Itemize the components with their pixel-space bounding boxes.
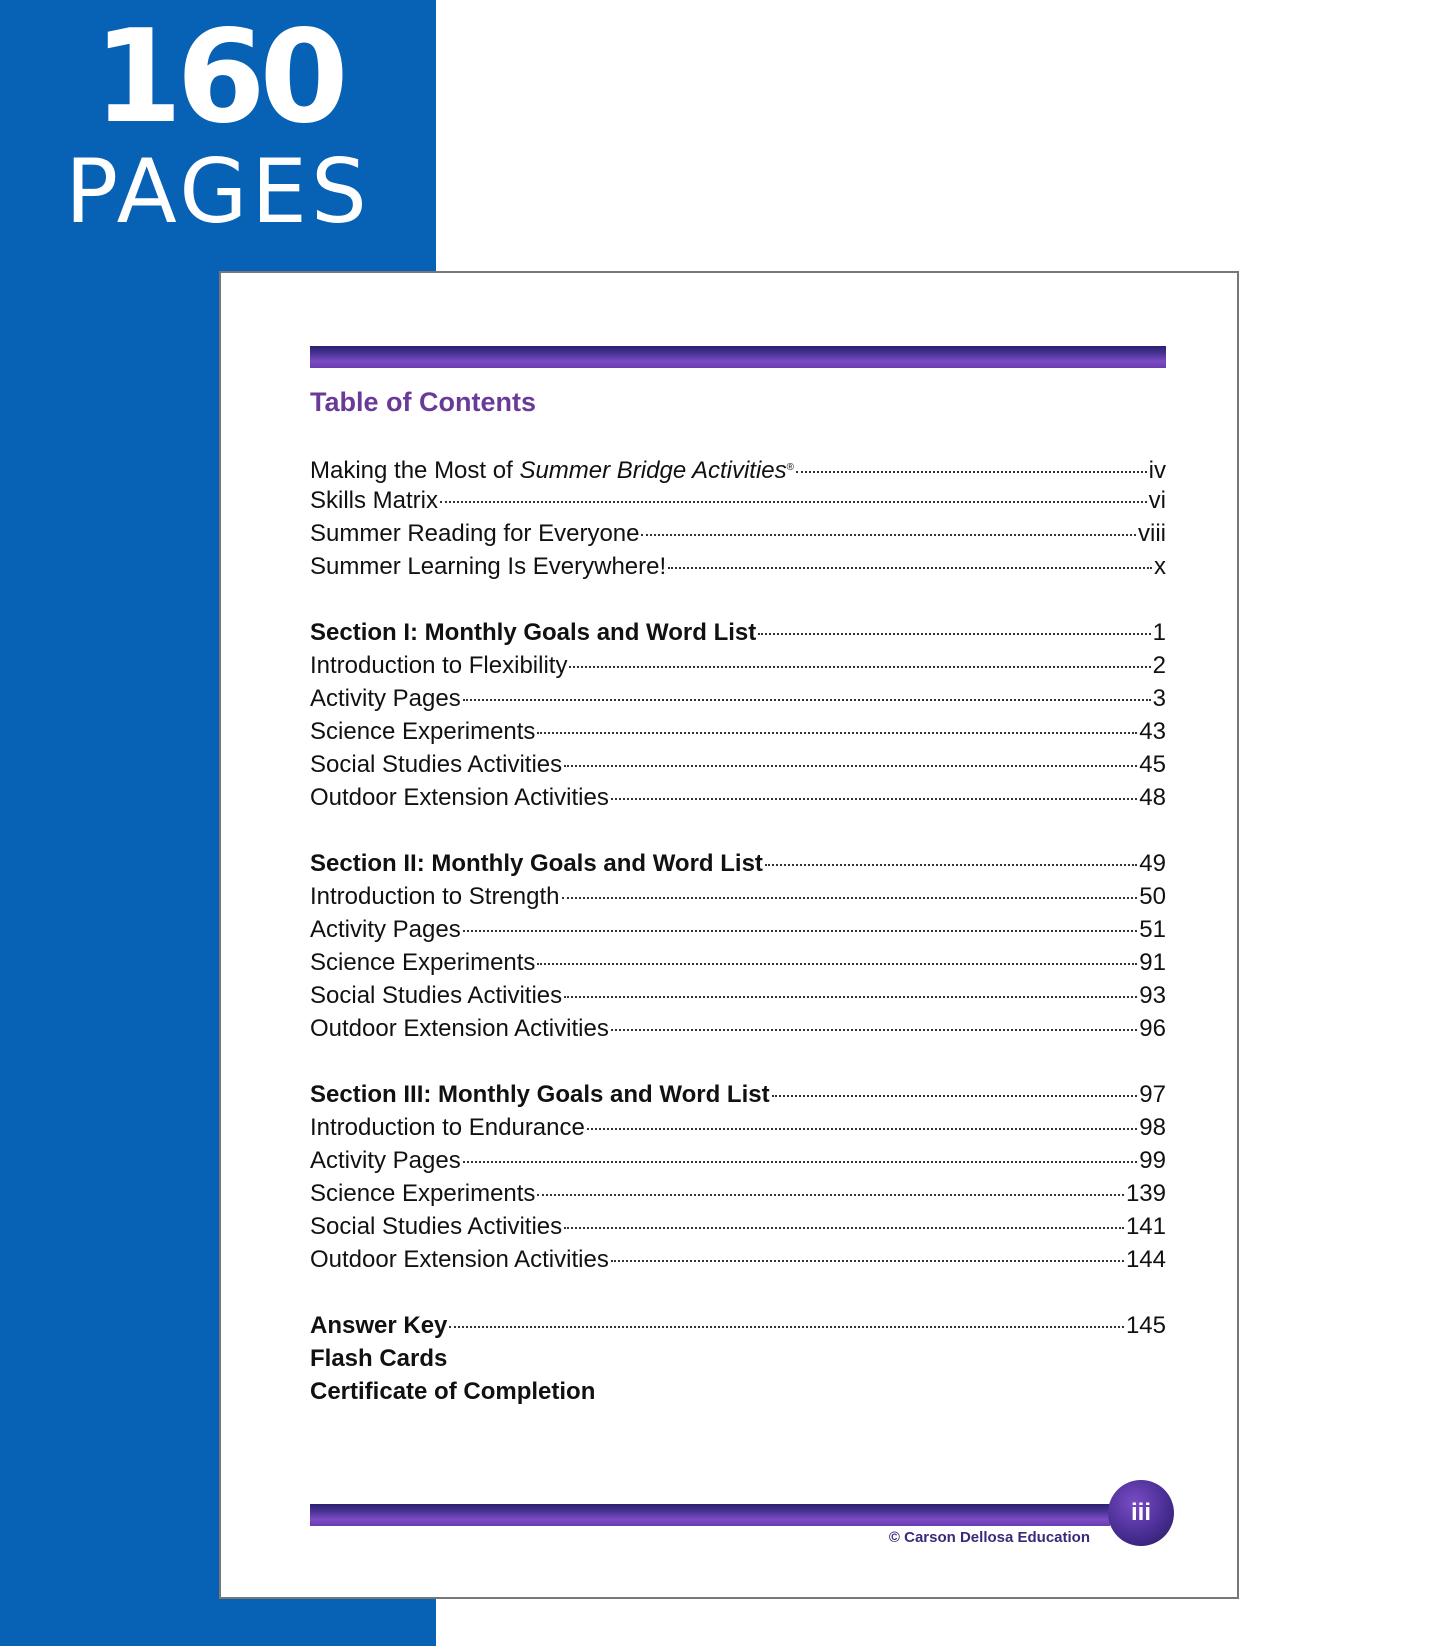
toc-entry-page: 45 — [1139, 751, 1166, 778]
toc-entry-title: Summer Learning Is Everywhere! — [310, 553, 667, 580]
toc-entry — [310, 517, 1166, 550]
toc-entry-page: 98 — [1139, 1114, 1166, 1141]
toc-entry — [310, 1144, 1166, 1177]
toc-entry — [310, 1375, 1166, 1408]
toc-entry-page: 50 — [1139, 883, 1166, 910]
page-count-number: 160 — [93, 3, 343, 152]
toc-entry-title-italic: Summer Bridge Activities — [519, 457, 787, 484]
leader-dots — [564, 996, 1137, 998]
leader-dots — [796, 471, 1147, 473]
leader-dots — [641, 534, 1136, 536]
toc-entry-page: 96 — [1139, 1015, 1166, 1042]
toc-entry — [310, 1342, 1166, 1375]
leader-dots — [440, 501, 1147, 503]
copyright-notice: © Carson Dellosa Education — [888, 1529, 1090, 1546]
toc-entry-title-pre: Making the Most of — [310, 457, 520, 484]
footer-bar — [310, 1504, 1110, 1526]
leader-dots — [564, 1227, 1124, 1229]
toc-entry-title — [310, 451, 794, 487]
toc-entry-title: Flash Cards — [310, 1345, 448, 1372]
toc-entry-title: Activity Pages — [310, 916, 461, 943]
toc-entry-title: Activity Pages — [310, 1147, 461, 1174]
toc-entry-title: Certificate of Completion — [310, 1378, 596, 1405]
toc-entry-page: 99 — [1139, 1147, 1166, 1174]
leader-dots — [463, 699, 1151, 701]
leader-dots — [463, 1161, 1138, 1163]
toc-entry-page: 49 — [1139, 850, 1166, 877]
toc-entry-page: iv — [1148, 457, 1166, 484]
header-bar — [310, 346, 1166, 368]
toc-entry-page: 43 — [1139, 718, 1166, 745]
toc-entry — [310, 979, 1166, 1012]
toc-entry-title: Science Experiments — [310, 1180, 536, 1207]
toc-entry-title: Answer Key — [310, 1312, 448, 1339]
toc-entry — [310, 946, 1166, 979]
book-page — [219, 271, 1239, 1599]
toc-entry — [310, 781, 1166, 814]
toc-entry-page: 2 — [1152, 652, 1166, 679]
toc-entry — [310, 1309, 1166, 1342]
leader-dots — [537, 963, 1137, 965]
toc-entry — [310, 649, 1166, 682]
page-number-badge: iii — [1108, 1480, 1174, 1546]
leader-dots — [772, 1095, 1138, 1097]
leader-dots — [562, 897, 1138, 899]
toc-entry-page: 144 — [1125, 1246, 1166, 1273]
toc-entry-page: 93 — [1139, 982, 1166, 1009]
toc-entry — [310, 484, 1166, 517]
toc-entry — [310, 682, 1166, 715]
toc-entry — [310, 1243, 1166, 1276]
toc-entry-page: x — [1154, 553, 1166, 580]
toc-entry — [310, 847, 1166, 880]
toc-entry-page: 51 — [1139, 916, 1166, 943]
leader-dots — [564, 765, 1137, 767]
toc-entry-title: Introduction to Strength — [310, 883, 560, 910]
toc-entry-title: Outdoor Extension Activities — [310, 1246, 609, 1273]
toc-entry — [310, 748, 1166, 781]
leader-dots — [537, 1194, 1124, 1196]
toc-title: Table of Contents — [310, 387, 536, 417]
leader-dots — [449, 1326, 1124, 1328]
toc-entry-page: 1 — [1152, 619, 1166, 646]
toc-entry-page: 91 — [1139, 949, 1166, 976]
toc-entry-title: Skills Matrix — [310, 487, 439, 514]
toc-entry-title: Social Studies Activities — [310, 982, 563, 1009]
toc-entry-title: Science Experiments — [310, 949, 536, 976]
toc-entry-title: Section I: Monthly Goals and Word List — [310, 619, 757, 646]
toc-entry-title: Outdoor Extension Activities — [310, 1015, 609, 1042]
toc-entry — [310, 1012, 1166, 1045]
toc-entry-page: vi — [1148, 487, 1166, 514]
toc-entry-page: 141 — [1125, 1213, 1166, 1240]
toc-entry-page: 97 — [1139, 1081, 1166, 1108]
toc-entry — [310, 880, 1166, 913]
toc-entry — [310, 715, 1166, 748]
toc-entry — [310, 1111, 1166, 1144]
toc-entry — [310, 1177, 1166, 1210]
toc-entry-title: Activity Pages — [310, 685, 461, 712]
toc-entry-page: 48 — [1139, 784, 1166, 811]
toc-list — [310, 451, 1166, 1408]
toc-entry-title: Section II: Monthly Goals and Word List — [310, 850, 763, 877]
toc-entry — [310, 451, 1166, 484]
toc-entry — [310, 550, 1166, 583]
toc-entry-title: Section III: Monthly Goals and Word List — [310, 1081, 770, 1108]
toc-entry — [310, 1210, 1166, 1243]
leader-dots — [765, 864, 1137, 866]
leader-dots — [537, 732, 1137, 734]
toc-entry-title: Introduction to Endurance — [310, 1114, 585, 1141]
leader-dots — [758, 633, 1150, 635]
toc-entry-page: 3 — [1152, 685, 1166, 712]
leader-dots — [668, 567, 1152, 569]
leader-dots — [611, 1260, 1124, 1262]
toc-entry-title: Summer Reading for Everyone — [310, 520, 640, 547]
leader-dots — [569, 666, 1150, 668]
toc-entry — [310, 913, 1166, 946]
leader-dots — [463, 930, 1138, 932]
toc-entry — [310, 616, 1166, 649]
toc-entry — [310, 1078, 1166, 1111]
toc-entry-page: 145 — [1125, 1312, 1166, 1339]
leader-dots — [611, 798, 1137, 800]
page-count-label: PAGES — [65, 140, 371, 243]
toc-entry-title: Introduction to Flexibility — [310, 652, 568, 679]
toc-entry-page: viii — [1138, 520, 1166, 547]
leader-dots — [587, 1128, 1137, 1130]
toc-entry-title: Social Studies Activities — [310, 1213, 563, 1240]
toc-entry-title: Social Studies Activities — [310, 751, 563, 778]
toc-entry-title: Outdoor Extension Activities — [310, 784, 609, 811]
toc-entry-title: Science Experiments — [310, 718, 536, 745]
registered-mark: ® — [786, 462, 794, 473]
leader-dots — [611, 1029, 1137, 1031]
toc-entry-page: 139 — [1125, 1180, 1166, 1207]
